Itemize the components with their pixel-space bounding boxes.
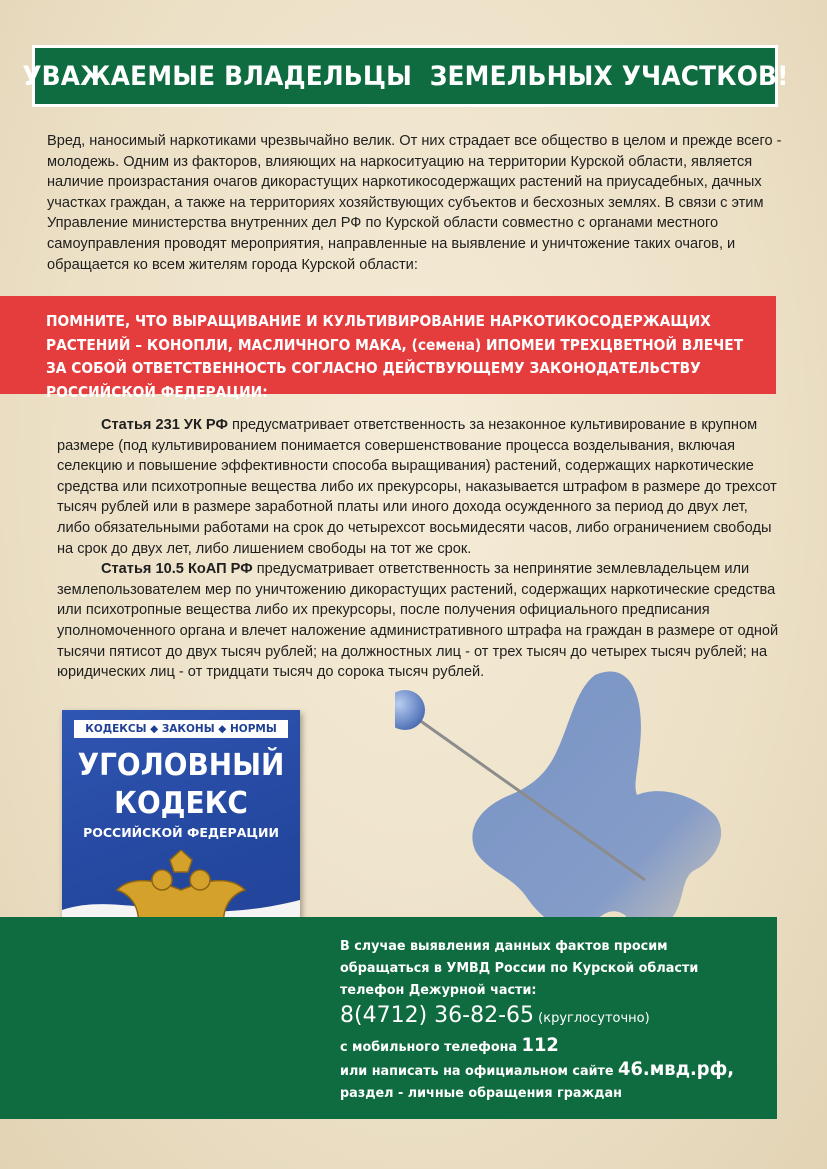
contact-line-2: обращаться в УМВД России по Курской области xyxy=(340,960,699,976)
duty-phone-number[interactable]: 8(4712) 36-82-65 xyxy=(340,1003,535,1028)
duty-phone-line xyxy=(340,1001,770,1034)
intro-paragraph: Вред, наносимый наркотиками чрезвычайно велик. От них страдает все общество в целом и прежде всего - молодежь. Одним из факторов, влияющих на наркоситуацию на территории Курской области, является наличие произрастания очагов дикорастущих наркотикосодержащих растений на приусадебных, дачных участках граждан, а также на территориях хозяйствующих субъектов и бесхозных землях. В связи с этим Управление министерства внутренних дел РФ по Курской области совместно с органами местного самоуправления проводят мероприятия, направленные на выявление и уничтожение таких очагов, и обращается ко всем жителям города Курской области: xyxy=(47,133,782,273)
header-band xyxy=(21,45,789,107)
article-body: предусматривает ответственность за незаконное культивирование в крупном размере (под культивированием понимается совершенствование процесса возделывания, включая селекцию и повышение эффективности способа выращивания) растений, содержащих наркотические средства или психотропные вещества либо их прекурсоры, наказывается штрафом в размере до трехсот тысяч рублей или в размере заработной платы или иного дохода осужденного за период до двух лет, либо обязательными работами на срок до четырехсот восьмидесяти часов, либо ограничением свободы на срок до двух лет, либо лишением свободы на тот же срок. xyxy=(57,417,777,557)
book-series-label: КОДЕКСЫ ◆ ЗАКОНЫ ◆ НОРМЫ xyxy=(74,720,288,738)
articles-section xyxy=(57,415,779,683)
site-prefix: или написать на официальном сайте xyxy=(340,1063,619,1079)
article-title: Статья 231 УК РФ xyxy=(101,417,228,433)
contact-line-last: раздел - личные обращения граждан xyxy=(340,1085,622,1101)
article-body: предусматривает ответственность за непринятие землевладельцем или землепользователем мер по уничтожению дикорастущих растений, содержащих наркотические средства или психотропные вещества либо их прекурсоры, после получения официального предписания уполномоченного органа и влечет наложение административного штрафа на граждан в размере от одной тысячи пятисот до двух тысяч рублей; на должностных лиц - от трех тысяч до четырех тысяч рублей; на юридических лиц - от тридцати тысяч до сорока тысяч рублей. xyxy=(57,561,779,681)
article-title: Статья 10.5 КоАП РФ xyxy=(101,561,253,578)
duty-phone-note: (круглосуточно) xyxy=(534,1011,650,1026)
mobile-number[interactable]: 112 xyxy=(521,1034,559,1056)
mobile-prefix: с мобильного телефона xyxy=(340,1039,522,1055)
mobile-line xyxy=(340,1034,744,1058)
pinned-butterfly-icon xyxy=(395,655,740,945)
contact-info xyxy=(340,935,770,1104)
page-title: УВАЖАЕМЫЕ ВЛАДЕЛЬЦЫ ЗЕМЕЛЬНЫХ УЧАСТКОВ! xyxy=(21,60,789,92)
site-link[interactable]: 46.мвд.рф, xyxy=(618,1058,735,1080)
warning-text: ПОМНИТЕ, ЧТО ВЫРАЩИВАНИЕ И КУЛЬТИВИРОВАНИЕ НАРКОТИКОСОДЕРЖАЩИХ РАСТЕНИЙ – КОНОПЛИ, МАСЛИЧНОГО МАКА, (семена) ИПОМЕИ ТРЕХЦВЕТНОЙ ВЛЕЧЕТ ЗА СОБОЙ ОТВЕТСТВЕННОСТЬ СОГЛАСНО ДЕЙСТВУЮЩЕМУ ЗАКОНОДАТЕЛЬСТВУ РОССИЙСКОЙ ФЕДЕРАЦИИ: xyxy=(46,312,744,401)
contact-line-3: телефон Дежурной части: xyxy=(340,982,537,998)
book-subtitle: РОССИЙСКОЙ ФЕДЕРАЦИИ xyxy=(83,825,279,840)
book-title-line1: УГОЛОВНЫЙ xyxy=(77,748,285,783)
warning-band xyxy=(0,296,776,401)
article-231 xyxy=(57,415,779,559)
book-title-line2: КОДЕКС xyxy=(114,786,248,821)
contact-line-1: В случае выявления данных фактов просим xyxy=(340,938,668,954)
site-line xyxy=(340,1058,744,1082)
